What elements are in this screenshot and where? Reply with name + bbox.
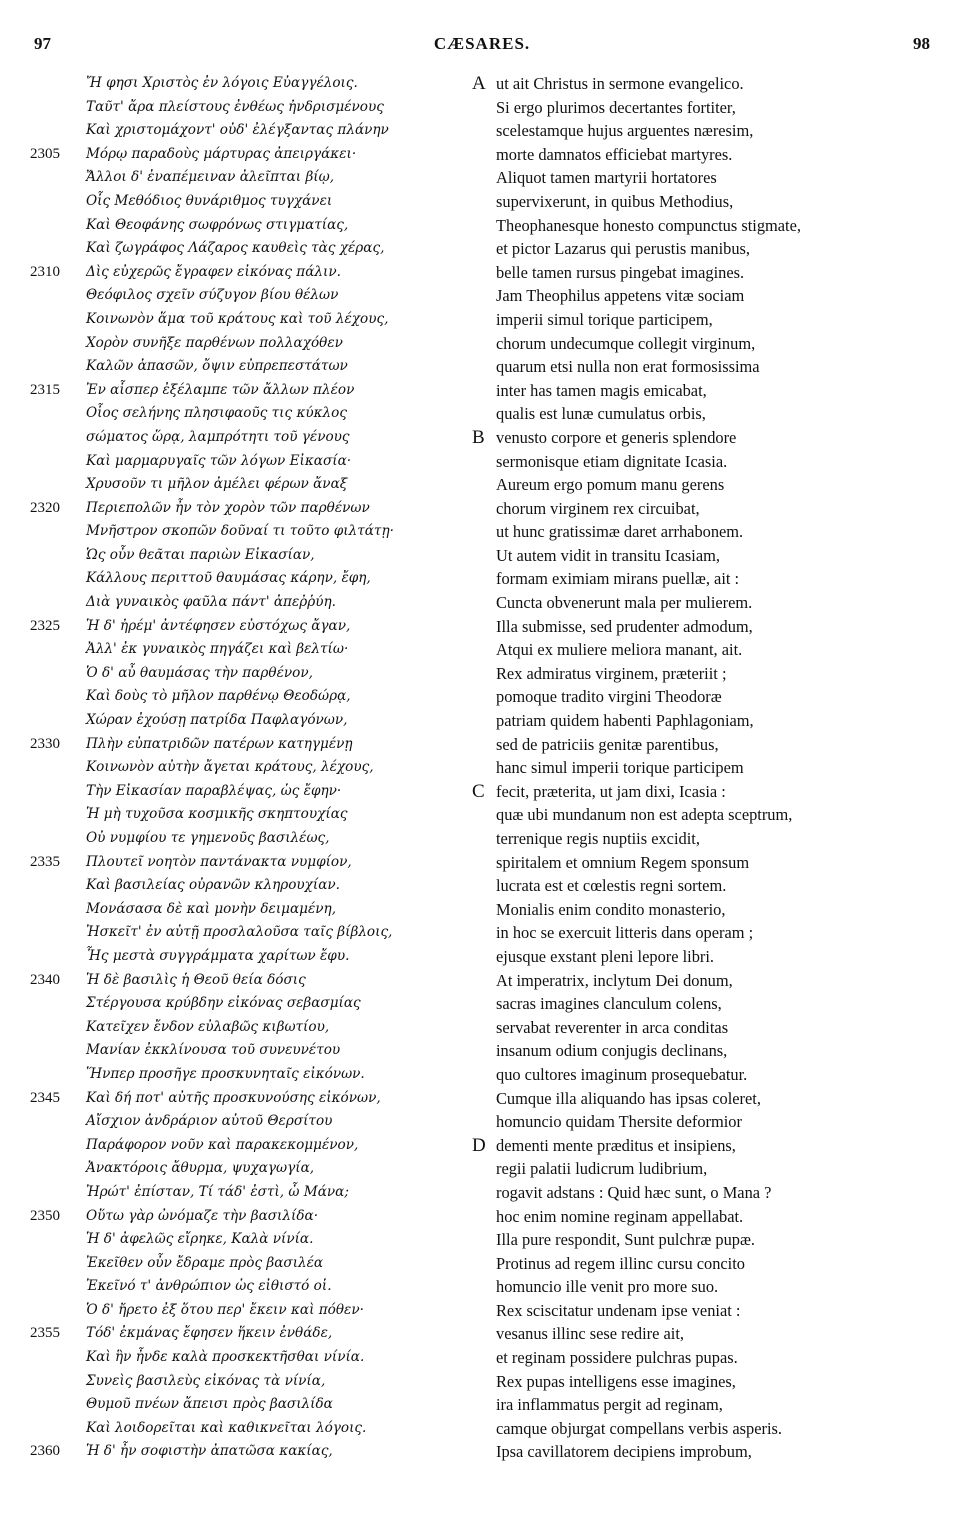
latin-line-text: Ipsa cavillatorem decipiens improbum, — [496, 1442, 752, 1462]
greek-verse-text: Συνεὶς βασιλεὺς εἰκόνας τὰ νίνία, — [86, 1372, 326, 1389]
section-marker: D — [472, 1134, 486, 1156]
greek-verse-line — [30, 898, 480, 922]
greek-verse-line — [30, 567, 480, 591]
greek-verse-text: Ἡ δ' ἀφελῶς εἴρηκε, Καλὰ νίνία. — [86, 1231, 314, 1248]
greek-verse-line — [30, 426, 480, 450]
latin-line — [496, 1228, 936, 1252]
greek-verse-text: Καὶ λοιδορεῖται καὶ καθικνεῖται λόγοις. — [86, 1419, 367, 1436]
latin-line-text: formam eximiam mirans puellæ, ait : — [496, 569, 740, 589]
greek-verse-line — [30, 261, 480, 285]
latin-line-text: quarum etsi nulla non erat formosissima — [496, 357, 760, 377]
latin-line-text: quo cultores imaginum prosequebatur. — [496, 1064, 748, 1084]
latin-line — [496, 1440, 936, 1464]
greek-verse-line — [30, 1205, 480, 1229]
greek-verse-text: Διὰ γυναικὸς φαῦλα πάντ' ἀπεῤῥύη. — [86, 594, 336, 611]
greek-verse-line — [30, 237, 480, 261]
verse-number: 2330 — [30, 735, 60, 752]
latin-line — [496, 1346, 936, 1370]
greek-verse-line — [30, 1157, 480, 1181]
latin-line-text: Illa pure respondit, Sunt pulchræ pupæ. — [496, 1230, 756, 1250]
latin-line-text: rogavit adstans : Quid hæc sunt, o Mana ? — [496, 1182, 772, 1202]
greek-verse-line — [30, 1087, 480, 1111]
greek-verse-text: Στέργουσα κρύβδην εἰκόνας σεβασμίας — [86, 995, 361, 1012]
verse-number: 2305 — [30, 145, 60, 162]
verse-number: 2345 — [30, 1089, 60, 1106]
greek-verse-text: Πλὴν εὐπατριδῶν πατέρων κατηγμένῃ — [86, 735, 353, 752]
latin-line-text: sermonisque etiam dignitate Icasia. — [496, 451, 728, 471]
greek-verse-text: Καὶ δοὺς τὸ μῆλον παρθένῳ Θεοδώρᾳ, — [86, 688, 351, 705]
greek-verse-text: Καὶ ζωγράφος Λάζαρος καυθεὶς τὰς χέρας, — [86, 240, 385, 257]
latin-line — [496, 874, 936, 898]
latin-line — [496, 591, 936, 615]
greek-verse-text: Ἡ μὴ τυχοῦσα κοσμικῆς σκηπτουχίας — [86, 806, 348, 823]
greek-verse-text: Καὶ δή ποτ' αὐτῆς προσκυνούσης εἰκόνων, — [86, 1089, 381, 1106]
greek-verse-text: Μόρῳ παραδοὺς μάρτυρας ἀπειργάκει· — [86, 145, 357, 162]
latin-line-text: et reginam possidere pulchras pupas. — [496, 1348, 738, 1368]
greek-verse-line — [30, 780, 480, 804]
latin-line — [496, 544, 936, 568]
greek-verse-line — [30, 520, 480, 544]
greek-verse-line — [30, 284, 480, 308]
latin-line — [496, 119, 936, 143]
greek-verse-line — [30, 1322, 480, 1346]
latin-line-text: Aureum ergo pomum manu gerens — [496, 475, 725, 495]
latin-line — [496, 1063, 936, 1087]
latin-line — [496, 827, 936, 851]
latin-line-text: camque objurgat compellans verbis asperis. — [496, 1418, 782, 1438]
greek-verse-text: Οἷς Μεθόδιος θυνάριθμος τυγχάνει — [86, 192, 333, 209]
greek-verse-line — [30, 119, 480, 143]
latin-line-text: lucrata est et cœlestis regni sortem. — [496, 876, 727, 896]
latin-line-text: homuncio ille venit pro more suo. — [496, 1277, 719, 1297]
greek-verse-line — [30, 308, 480, 332]
greek-verse-line — [30, 1228, 480, 1252]
greek-verse-text: Ἐκεῖνό τ' ἀνθρώπιον ὡς εἰθιστό οἱ. — [86, 1278, 332, 1295]
greek-verse-text: Θεόφιλος σχεῖν σύζυγον βίου θέλων — [86, 287, 339, 304]
latin-line — [496, 284, 936, 308]
latin-line-text: ira inflammatus pergit ad reginam, — [496, 1395, 723, 1415]
latin-line — [496, 1181, 936, 1205]
latin-line-text: imperii simul torique participem, — [496, 309, 713, 329]
greek-verse-text: Δὶς εὐχερῶς ἔγραφεν εἰκόνας πάλιν. — [86, 263, 341, 280]
latin-line-text: Rex sciscitatur undenam ipse veniat : — [496, 1300, 741, 1320]
greek-verse-text: Μανίαν ἐκκλίνουσα τοῦ συνευνέτου — [86, 1042, 341, 1059]
latin-line-text: fecit, præterita, ut jam dixi, Icasia : — [496, 781, 726, 801]
greek-verse-text: Χορὸν συνῆξε παρθένων πολλαχόθεν — [86, 334, 343, 351]
latin-line — [496, 1393, 936, 1417]
latin-line — [496, 1252, 936, 1276]
greek-verse-line — [30, 450, 480, 474]
greek-verse-text: Καὶ βασιλείας οὐρανῶν κληρουχίαν. — [86, 877, 340, 894]
greek-verse-text: Αἴσχιον ἀνδράριον αὐτοῦ Θερσίτου — [86, 1113, 333, 1130]
greek-verse-text: Παράφορον νοῦν καὶ παρακεκομμένον, — [86, 1136, 359, 1153]
latin-line-text: ejusque exstant pleni lepore libri. — [496, 946, 715, 966]
greek-verse-text: Οἷος σελήνης πλησιφαοῦς τις κύκλος — [86, 405, 347, 422]
latin-line — [496, 1299, 936, 1323]
greek-verse-text: Πλουτεῖ νοητὸν παντάνακτα νυμφίον, — [86, 853, 352, 870]
latin-line — [496, 567, 936, 591]
greek-verse-text: Ταῦτ' ἄρα πλείστους ἐνθέως ἠνδρισμένους — [86, 98, 384, 115]
left-page-number: 97 — [34, 34, 51, 53]
latin-translation-column — [472, 72, 936, 1464]
verse-number: 2350 — [30, 1207, 60, 1224]
latin-line — [496, 450, 936, 474]
latin-line-text: dementi mente præditus et insipiens, — [496, 1135, 736, 1155]
latin-line-text: Cuncta obvenerunt mala per mulierem. — [496, 593, 753, 613]
latin-line-text: vesanus illinc sese redire ait, — [496, 1324, 684, 1344]
latin-line-text: insanum odium conjugis declinans, — [496, 1041, 728, 1061]
latin-line — [496, 638, 936, 662]
greek-verse-line — [30, 756, 480, 780]
latin-line-text: supervixerunt, in quibus Methodius, — [496, 191, 734, 211]
latin-line — [496, 733, 936, 757]
latin-line — [496, 261, 936, 285]
latin-line — [496, 497, 936, 521]
greek-verse-line — [30, 1063, 480, 1087]
latin-line-text: sacras imagines clanculum colens, — [496, 994, 722, 1014]
greek-verse-text: Ὡς οὖν θεᾶται παριὼν Εἰκασίαν, — [86, 546, 315, 563]
latin-line — [496, 1110, 936, 1134]
greek-verse-text: Ὁ δ' ἤρετο ἐξ ὅτου περ' ἔκειν καὶ πόθεν· — [86, 1301, 364, 1318]
greek-verse-line — [30, 591, 480, 615]
greek-verse-line — [30, 497, 480, 521]
latin-line — [496, 709, 936, 733]
latin-line-text: chorum virginem rex circuibat, — [496, 498, 700, 518]
latin-line — [496, 921, 936, 945]
greek-verse-text: Ἄλλοι δ' ἐναπέμειναν ἀλεῖπται βίῳ, — [86, 169, 335, 186]
section-marker: C — [472, 780, 485, 802]
verse-number: 2360 — [30, 1443, 60, 1460]
verse-number: 2310 — [30, 263, 60, 280]
greek-verse-line — [30, 402, 480, 426]
greek-verse-line — [30, 1110, 480, 1134]
right-page-number: 98 — [913, 34, 930, 53]
latin-line-text: spiritalem et omnium Regem sponsum — [496, 852, 750, 872]
greek-verse-line — [30, 166, 480, 190]
latin-line-text: Aliquot tamen martyrii hortatores — [496, 168, 717, 188]
latin-line — [472, 780, 936, 804]
latin-line — [496, 969, 936, 993]
greek-verse-line — [30, 379, 480, 403]
latin-line — [496, 662, 936, 686]
latin-line-text: Jam Theophilus appetens vitæ sociam — [496, 286, 745, 306]
latin-line-text: Protinus ad regem illinc cursu concito — [496, 1253, 745, 1273]
greek-verse-text: Ἤ φησι Χριστὸς ἐν λόγοις Εὐαγγέλοις. — [86, 75, 358, 91]
latin-line-text: morte damnatos efficiebat martyres. — [496, 144, 733, 164]
latin-line — [496, 237, 936, 261]
greek-verse-line — [30, 874, 480, 898]
latin-line-text: hanc simul imperii torique participem — [496, 758, 744, 778]
greek-verse-line — [30, 1393, 480, 1417]
latin-line-text: patriam quidem habenti Paphlagoniam, — [496, 711, 754, 731]
greek-verse-line — [30, 662, 480, 686]
latin-line-text: et pictor Lazarus qui perustis manibus, — [496, 239, 750, 259]
verse-number: 2325 — [30, 617, 60, 634]
latin-line — [496, 520, 936, 544]
greek-verse-line — [30, 1181, 480, 1205]
latin-line-text: Ut autem vidit in transitu Icasiam, — [496, 545, 720, 565]
greek-verse-line — [30, 1039, 480, 1063]
greek-verse-line — [30, 190, 480, 214]
latin-line — [496, 473, 936, 497]
verse-number: 2335 — [30, 853, 60, 870]
latin-line — [496, 615, 936, 639]
latin-line-text: Si ergo plurimos decertantes fortiter, — [496, 97, 736, 117]
greek-verse-text: Καὶ χριστομάχοντ' οὐδ' ἐλέγξαντας πλάνην — [86, 122, 389, 139]
greek-verse-line — [30, 709, 480, 733]
greek-verse-text: Τὴν Εἰκασίαν παραβλέψας, ὡς ἔφην· — [86, 782, 342, 799]
latin-line-text: Illa submisse, sed prudenter admodum, — [496, 616, 753, 636]
latin-line-text: servabat reverenter in arca conditas — [496, 1017, 729, 1037]
verse-number: 2320 — [30, 499, 60, 516]
greek-verse-line — [30, 1346, 480, 1370]
greek-verse-line — [30, 473, 480, 497]
latin-line-text: hoc enim nomine reginam appellabat. — [496, 1206, 744, 1226]
greek-verse-text: Καλῶν ἁπασῶν, ὄψιν εὐπρεπεστάτων — [86, 358, 348, 375]
latin-line — [496, 992, 936, 1016]
section-marker: B — [472, 426, 485, 448]
greek-verse-text: σώματος ὥρᾳ, λαμπρότητι τοῦ γένους — [86, 428, 350, 445]
greek-verse-line — [30, 1134, 480, 1158]
greek-verse-text: Ἐκεῖθεν οὖν ἔδραμε πρὸς βασιλέα — [86, 1254, 324, 1271]
greek-verse-text: Ἧς μεστὰ συγγράμματα χαρίτων ἔφυ. — [86, 947, 350, 964]
latin-line-text: ut hunc gratissimæ daret arrhabonem. — [496, 522, 744, 542]
section-marker: A — [472, 73, 486, 94]
latin-line — [496, 166, 936, 190]
latin-line — [496, 945, 936, 969]
latin-line — [496, 685, 936, 709]
latin-line — [496, 756, 936, 780]
latin-line-text: Cumque illa aliquando has ipsas coleret, — [496, 1088, 761, 1108]
greek-verse-text: Κοινωνὸν ἅμα τοῦ κράτους καὶ τοῦ λέχους, — [86, 310, 389, 327]
latin-line — [496, 898, 936, 922]
greek-verse-text: Καὶ Θεοφάνης σωφρόνως στιγματίας, — [86, 216, 349, 233]
latin-line — [496, 214, 936, 238]
latin-line — [496, 1016, 936, 1040]
greek-verse-line — [30, 1417, 480, 1441]
greek-verse-text: Ἀνακτόροις ἄθυρμα, ψυχαγωγία, — [86, 1160, 315, 1177]
greek-verse-line — [30, 355, 480, 379]
greek-verse-line — [30, 969, 480, 993]
greek-verse-text: Κοινωνὸν αὐτὴν ἄγεται κράτους, λέχους, — [86, 759, 374, 776]
latin-line-text: Theophanesque honesto compunctus stigmate, — [496, 215, 801, 235]
greek-verse-text: Θυμοῦ πνέων ἄπεισι πρὸς βασιλίδα — [86, 1396, 333, 1413]
latin-line-text: qualis est lunæ cumulatus orbis, — [496, 404, 706, 424]
latin-line-text: in hoc se exercuit litteris dans operam ; — [496, 923, 754, 943]
greek-verse-text: Χώραν ἐχούσῃ πατρίδα Παφλαγόνων, — [86, 712, 348, 729]
greek-verse-text: Οὐ νυμφίου τε γημενοῦς βασιλέως, — [86, 830, 330, 846]
latin-line — [496, 1275, 936, 1299]
greek-verse-line — [30, 214, 480, 238]
greek-verse-line — [30, 1275, 480, 1299]
latin-line — [496, 1039, 936, 1063]
greek-verse-text: Κατεῖχεν ἔνδον εὐλαβῶς κιβωτίου, — [86, 1018, 330, 1035]
latin-line-text: Rex pupas intelligens esse imagines, — [496, 1371, 736, 1391]
latin-line-text: belle tamen rursus pingebat imagines. — [496, 262, 745, 282]
greek-verse-text: Ἀλλ' ἐκ γυναικὸς πηγάζει καὶ βελτίω· — [86, 641, 349, 658]
latin-line — [496, 1322, 936, 1346]
greek-verse-line — [30, 921, 480, 945]
latin-line — [496, 803, 936, 827]
latin-line — [496, 851, 936, 875]
greek-verse-text: Ἐν αἷσπερ ἐξέλαμπε τῶν ἄλλων πλέον — [86, 381, 355, 398]
greek-verse-text: Οὕτω γὰρ ὠνόμαζε τὴν βασιλίδα· — [86, 1207, 319, 1224]
latin-line — [496, 190, 936, 214]
latin-line-text: pomoque tradito virgini Theodoræ — [496, 687, 722, 707]
greek-verse-text: Κάλλους περιττοῦ θαυμάσας κάρην, ἔφη, — [86, 570, 371, 587]
latin-line — [496, 355, 936, 379]
greek-verse-text: Ἡ δὲ βασιλὶς ἡ Θεοῦ θεία δόσις — [86, 971, 306, 988]
latin-line — [496, 1087, 936, 1111]
greek-verse-text: Ὁ δ' αὖ θαυμάσας τὴν παρθένον, — [86, 664, 313, 681]
greek-verse-line — [30, 733, 480, 757]
latin-line — [472, 1134, 936, 1158]
greek-verse-line — [30, 1016, 480, 1040]
latin-line-text: quæ ubi mundanum non est adepta sceptrum, — [496, 805, 793, 825]
greek-verse-line — [30, 685, 480, 709]
latin-line-text: Atqui ex muliere meliora manant, ait. — [496, 640, 743, 660]
greek-verse-text: Καὶ ἣν ἦνδε καλὰ προσκεκτῆσθαι νίνία. — [86, 1349, 365, 1366]
latin-line-text: chorum undecumque collegit virginum, — [496, 333, 756, 353]
greek-verse-line — [30, 332, 480, 356]
greek-verse-line — [30, 945, 480, 969]
greek-verse-line — [30, 803, 480, 827]
latin-line — [496, 402, 936, 426]
latin-line-text: Monialis enim condito monasterio, — [496, 899, 726, 919]
latin-line — [496, 1157, 936, 1181]
greek-verse-text: Ἥνπερ προσῆγε προσκυνηταῖς εἰκόνων. — [86, 1065, 365, 1082]
greek-verse-line — [30, 827, 480, 851]
greek-verse-line — [30, 544, 480, 568]
greek-verse-line — [30, 851, 480, 875]
greek-verse-line — [30, 96, 480, 120]
latin-line-text: venusto corpore et generis splendore — [496, 427, 737, 447]
greek-verse-text: Ἡ δ' ἦν σοφιστὴν ἀπατῶσα κακίας, — [86, 1443, 333, 1460]
greek-verse-line — [30, 1440, 480, 1464]
latin-line — [496, 1417, 936, 1441]
latin-line — [496, 1370, 936, 1394]
greek-verse-line — [30, 638, 480, 662]
latin-line — [496, 96, 936, 120]
greek-verse-text: Ἡ δ' ἠρέμ' ἀντέφησεν εὐστόχως ἄγαν, — [86, 617, 351, 634]
latin-line — [496, 308, 936, 332]
latin-line — [472, 72, 936, 96]
greek-verse-text: Τόδ' ἐκμάνας ἔφησεν ἥκειν ἐνθάδε, — [86, 1325, 333, 1342]
verse-number: 2340 — [30, 971, 60, 988]
greek-verse-line — [30, 1252, 480, 1276]
greek-verse-text: Χρυσοῦν τι μῆλον ἀμέλει φέρων ἄναξ — [86, 476, 348, 493]
greek-verse-text: Περιεπολῶν ἦν τὸν χορὸν τῶν παρθένων — [86, 499, 370, 516]
latin-line-text: regii palatii ludicrum ludibrium, — [496, 1159, 708, 1179]
latin-line-text: Rex admiratus virginem, præteriit ; — [496, 663, 727, 683]
latin-line-text: At imperatrix, inclytum Dei donum, — [496, 970, 733, 990]
greek-verse-line — [30, 143, 480, 167]
latin-line — [472, 426, 936, 450]
latin-line-text: inter has tamen magis emicabat, — [496, 380, 707, 400]
latin-line-text: homuncio quidam Thersite deformior — [496, 1112, 742, 1132]
greek-verse-text: Ἠσκεῖτ' ἐν αὐτῇ προσλαλοῦσα ταῖς βίβλοις, — [86, 924, 393, 941]
greek-verse-line — [30, 1299, 480, 1323]
running-title: CÆSARES. — [433, 34, 531, 53]
latin-line-text: scelestamque hujus arguentes næresim, — [496, 121, 754, 141]
page-header — [34, 34, 930, 58]
greek-verse-line — [30, 992, 480, 1016]
latin-line-text: sed de patriciis genitæ parentibus, — [496, 734, 719, 754]
greek-verse-text: Ἠρώτ' ἐπίσταν, Τί τάδ' ἐστὶ, ὦ Μάνα; — [86, 1183, 349, 1200]
greek-verse-text: Καὶ μαρμαρυγαῖς τῶν λόγων Εἰκασία· — [86, 452, 352, 469]
latin-line — [496, 1205, 936, 1229]
latin-line-text: ut ait Christus in sermone evangelico. — [496, 74, 744, 93]
greek-verse-line — [30, 72, 480, 96]
verse-number: 2315 — [30, 381, 60, 398]
greek-verse-text: Μνῆστρον σκοπῶν δοῦναί τι τοῦτο φιλτάτῃ· — [86, 523, 394, 540]
greek-verse-line — [30, 615, 480, 639]
greek-verse-line — [30, 1370, 480, 1394]
greek-text-column — [30, 72, 480, 1464]
greek-verse-text: Μονάσασα δὲ καὶ μονὴν δειμαμένη, — [86, 900, 337, 917]
latin-line — [496, 379, 936, 403]
latin-line-text: terrenique regis nuptiis excidit, — [496, 829, 700, 848]
verse-number: 2355 — [30, 1325, 60, 1342]
latin-line — [496, 143, 936, 167]
latin-line — [496, 332, 936, 356]
